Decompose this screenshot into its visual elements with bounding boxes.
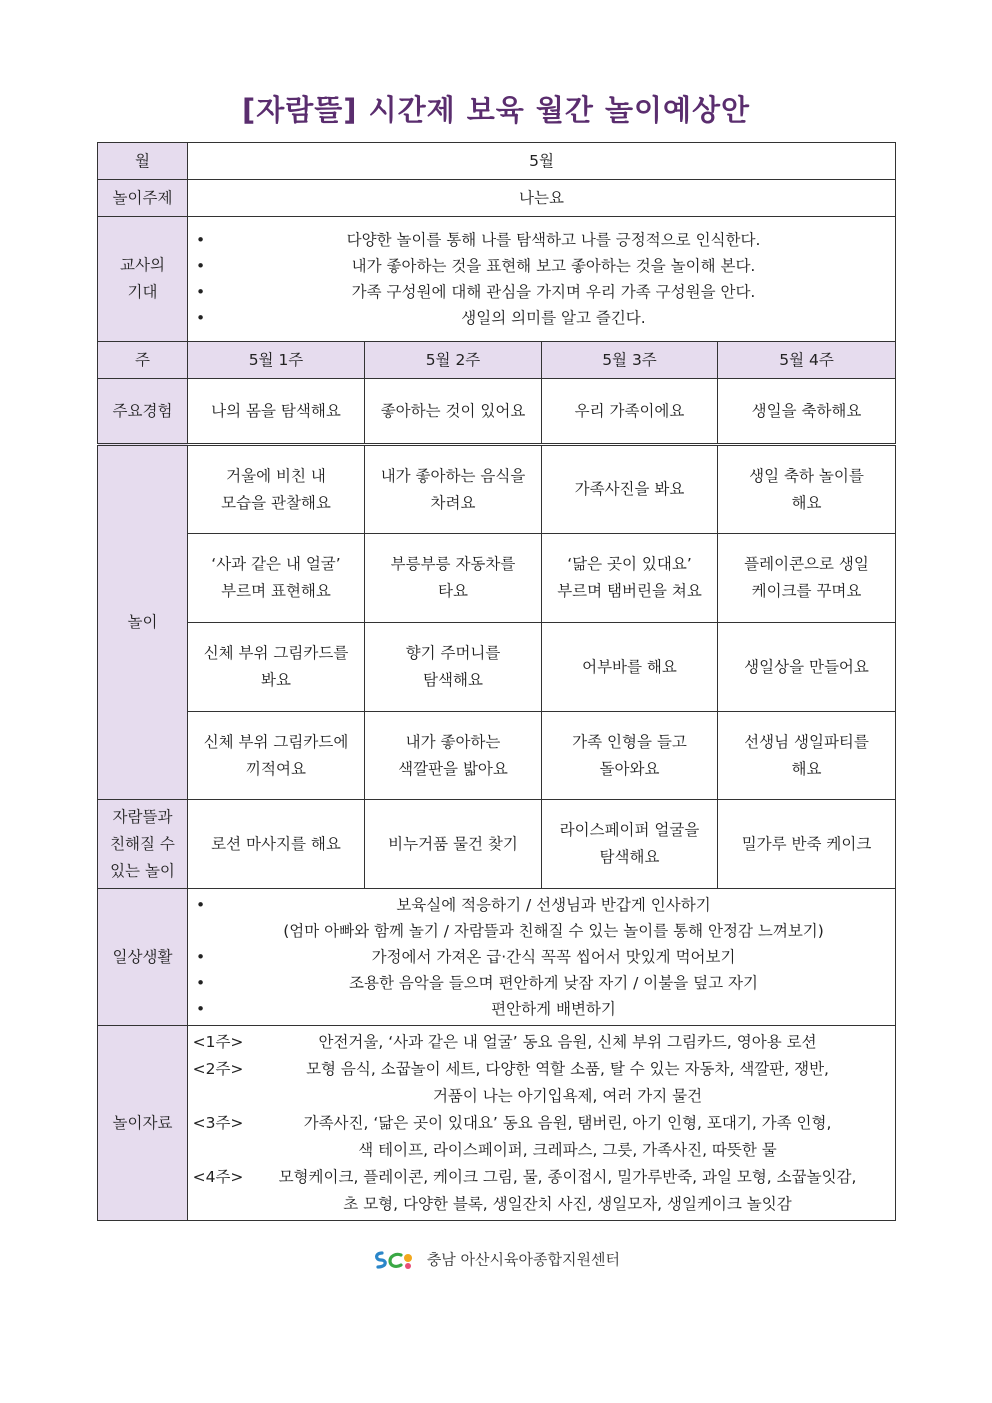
expectation-item: • 내가 좋아하는 것을 표현해 보고 좋아하는 것을 놀이해 본다. — [192, 253, 891, 279]
cell-line: 돌아와요 — [599, 759, 660, 778]
cell-line: ‘닮은 곳이 있대요’ — [567, 555, 692, 573]
theme-value: 나는요 — [188, 180, 896, 217]
daily-life-list — [188, 889, 896, 1026]
cell-line: 비누거품 물건 찾기 — [388, 834, 518, 853]
play-cell — [188, 534, 365, 623]
friend-play-cell — [718, 800, 896, 889]
materials-list — [188, 1026, 896, 1221]
week-header: 5월 2주 — [365, 342, 542, 379]
material-week — [192, 1191, 244, 1218]
daily-life-label: 일상생활 — [98, 889, 188, 1026]
material-text: 모형 음식, 소꿉놀이 세트, 다양한 역할 소품, 탈 수 있는 자동차, 색깔판, 쟁반, — [306, 1059, 829, 1078]
main-experience-cell: 좋아하는 것이 있어요 — [365, 379, 542, 445]
material-week — [192, 1083, 244, 1110]
expectation-row — [98, 217, 896, 342]
week-header-row — [98, 342, 896, 379]
play-cell — [365, 534, 542, 623]
play-cell — [365, 623, 542, 712]
cell-line: 플레이콘으로 생일 — [744, 555, 869, 573]
friend-play-cell — [365, 800, 542, 889]
footer-text: 충남 아산시육아종합지원센터 — [426, 1250, 620, 1269]
play-cell — [188, 712, 365, 800]
expectation-item: • 가족 구성원에 대해 관심을 가지며 우리 가족 구성원을 안다. — [192, 279, 891, 305]
main-experience-cell: 나의 몸을 탐색해요 — [188, 379, 365, 445]
play-label: 놀이 — [98, 445, 188, 800]
cell-line: 타요 — [438, 582, 468, 600]
expectation-list — [188, 217, 896, 342]
material-week: <3주> — [192, 1113, 244, 1132]
theme-label: 놀이주제 — [98, 180, 188, 217]
cell-line: 부르며 탬버린을 쳐요 — [557, 582, 702, 600]
week-header: 5월 4주 — [718, 342, 896, 379]
material-week: <1주> — [192, 1032, 244, 1051]
plan-table — [97, 142, 896, 1221]
center-logo-icon — [372, 1248, 416, 1272]
daily-item: • 조용한 음악을 들으며 편안하게 낮잠 자기 / 이불을 덮고 자기 — [192, 970, 891, 996]
cell-line: 탐색해요 — [599, 848, 660, 866]
daily-item: • 보육실에 적응하기 / 선생님과 반갑게 인사하기 (엄마 아빠와 함께 놀기 / 자람뜰과 친해질 수 있는 놀이를 통해 안정감 느껴보기) — [192, 892, 891, 944]
cell-line: 모습을 관찰해요 — [221, 493, 331, 512]
material-week: <4주> — [192, 1167, 244, 1186]
week-header: 5월 3주 — [542, 342, 718, 379]
material-line — [192, 1137, 891, 1164]
cell-line: 로션 마사지를 해요 — [211, 834, 341, 853]
cell-line: 생일 축하 놀이를 — [749, 466, 864, 485]
cell-line: 탐색해요 — [423, 671, 483, 689]
play-row — [98, 534, 896, 623]
month-label: 월 — [98, 143, 188, 180]
cell-line: 가족 인형을 들고 — [572, 732, 687, 751]
cell-line: 라이스페이퍼 얼굴을 — [559, 821, 700, 839]
cell-line: 내가 좋아하는 — [405, 732, 501, 751]
cell-line: 거울에 비친 내 — [226, 466, 326, 485]
play-cell — [365, 712, 542, 800]
daily-item: • 가정에서 가져온 급·간식 꼭꼭 씹어서 맛있게 먹어보기 — [192, 944, 891, 970]
cell-line: 해요 — [791, 759, 822, 778]
cell-line: 밀가루 반죽 케이크 — [741, 834, 872, 853]
week-label: 주 — [98, 342, 188, 379]
theme-row — [98, 180, 896, 217]
play-row — [98, 712, 896, 800]
friend-play-label: 자람뜰과 친해질 수 있는 놀이 — [98, 800, 188, 889]
expectation-item: • 생일의 의미를 알고 즐긴다. — [192, 305, 891, 331]
cell-line: 내가 좋아하는 음식을 — [380, 466, 526, 485]
week-header: 5월 1주 — [188, 342, 365, 379]
material-week: <2주> — [192, 1059, 244, 1078]
play-row — [98, 445, 896, 534]
friend-play-row — [98, 800, 896, 889]
materials-label: 놀이자료 — [98, 1026, 188, 1221]
play-cell — [188, 623, 365, 712]
cell-line: 선생님 생일파티를 — [744, 732, 869, 751]
daily-item-note: (엄마 아빠와 함께 놀기 / 자람뜰과 친해질 수 있는 놀이를 통해 안정감 느껴보기) — [283, 922, 824, 940]
cell-line: 신체 부위 그림카드에 — [203, 732, 349, 751]
material-line — [192, 1191, 891, 1218]
material-text: 모형케이크, 플레이콘, 케이크 그림, 물, 종이접시, 밀가루반죽, 과일 모형, 소꿉놀잇감, — [278, 1167, 857, 1186]
material-line — [192, 1056, 891, 1083]
material-line — [192, 1083, 891, 1110]
play-cell — [542, 445, 718, 534]
material-text: 초 모형, 다양한 블록, 생일잔치 사진, 생일모자, 생일케이크 놀잇감 — [343, 1194, 792, 1213]
cell-line: 끼적여요 — [246, 759, 306, 778]
material-text: 색 테이프, 라이스페이퍼, 크레파스, 그릇, 가족사진, 따뜻한 물 — [358, 1140, 777, 1159]
material-text: 가족사진, ‘닮은 곳이 있대요’ 동요 음원, 탬버린, 아기 인형, 포대기, 가족 인형, — [303, 1113, 832, 1132]
daily-life-row — [98, 889, 896, 1026]
material-week — [192, 1137, 244, 1164]
play-cell — [718, 445, 896, 534]
friend-play-cell — [542, 800, 718, 889]
month-value: 5월 — [188, 143, 896, 180]
play-cell — [542, 623, 718, 712]
cell-line: 차려요 — [430, 493, 476, 512]
cell-line: 봐요 — [261, 671, 291, 689]
cell-line: 부르며 표현해요 — [221, 582, 331, 600]
play-cell — [542, 712, 718, 800]
material-text: 안전거울, ‘사과 같은 내 얼굴’ 동요 음원, 신체 부위 그림카드, 영아용 로션 — [318, 1032, 817, 1051]
cell-line: 어부바를 해요 — [582, 657, 677, 676]
footer — [0, 1248, 992, 1272]
play-cell — [542, 534, 718, 623]
cell-line: 색깔판을 밟아요 — [398, 759, 508, 778]
materials-row — [98, 1026, 896, 1221]
play-cell — [718, 534, 896, 623]
cell-line: 해요 — [791, 493, 822, 512]
main-experience-row — [98, 379, 896, 445]
cell-line: ‘사과 같은 내 얼굴’ — [211, 555, 341, 573]
main-experience-cell: 생일을 축하해요 — [718, 379, 896, 445]
cell-line: 신체 부위 그림카드를 — [203, 644, 349, 662]
material-line — [192, 1110, 891, 1137]
cell-line: 가족사진을 봐요 — [574, 480, 685, 498]
friend-play-cell — [188, 800, 365, 889]
cell-line: 케이크를 꾸며요 — [751, 582, 862, 600]
material-line — [192, 1029, 891, 1056]
cell-line: 생일상을 만들어요 — [744, 657, 869, 676]
cell-line: 향기 주머니를 — [405, 644, 501, 662]
month-row — [98, 143, 896, 180]
play-cell — [718, 623, 896, 712]
expectation-item: • 다양한 놀이를 통해 나를 탐색하고 나를 긍정적으로 인식한다. — [192, 227, 891, 253]
play-cell — [365, 445, 542, 534]
cell-line: 부릉부릉 자동차를 — [390, 555, 516, 573]
main-experience-label: 주요경험 — [98, 379, 188, 445]
play-cell — [188, 445, 365, 534]
material-line — [192, 1164, 891, 1191]
material-text: 거품이 나는 아기입욕제, 여러 가지 물건 — [432, 1086, 703, 1105]
daily-item: • 편안하게 배변하기 — [192, 996, 891, 1022]
page-title: [자람뜰] 시간제 보육 월간 놀이예상안 — [241, 93, 751, 127]
play-row — [98, 623, 896, 712]
expectation-label: 교사의 기대 — [98, 217, 188, 342]
play-cell — [718, 712, 896, 800]
main-experience-cell: 우리 가족이에요 — [542, 379, 718, 445]
